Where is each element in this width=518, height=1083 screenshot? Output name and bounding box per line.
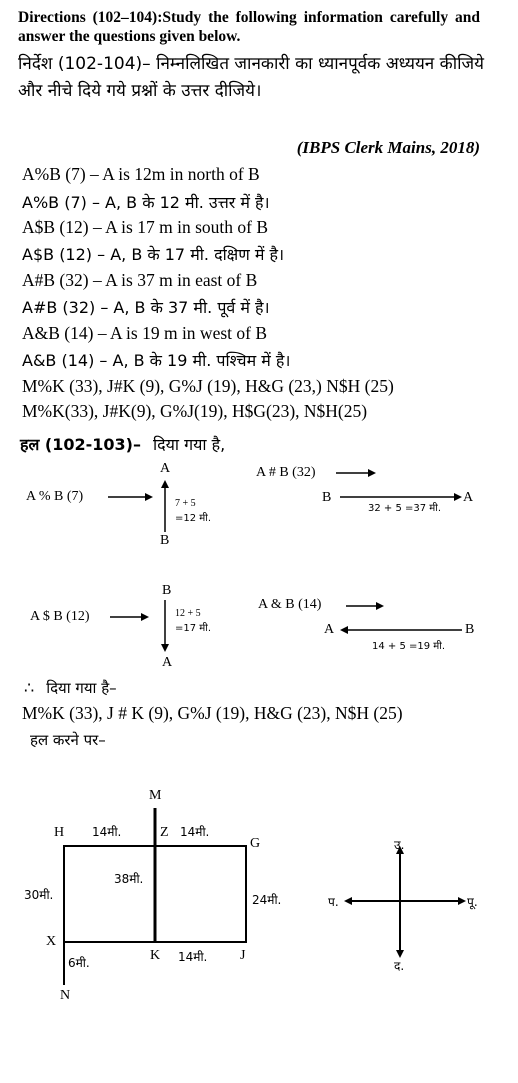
- rule-line: A%B (7) – A is 12m in north of B: [22, 164, 260, 184]
- rule-line: A#B (32) – A, B के 37 मी. पूर्व में है।: [22, 298, 270, 317]
- d2-left-point: B: [322, 490, 332, 505]
- diagram-label-south: A $ B (12): [30, 609, 90, 624]
- d4-right-point: B: [465, 622, 475, 637]
- d2-right-point: A: [463, 490, 474, 505]
- source-citation: (IBPS Clerk Mains, 2018): [296, 138, 480, 157]
- distance-xn: 6मी.: [68, 956, 90, 970]
- d3-top-point: B: [162, 583, 172, 598]
- solving-line: हल करने पर–: [30, 731, 106, 749]
- d3-calc: 12 + 5: [175, 608, 201, 619]
- directions-english: Directions (102–104):Study the following information carefully and answer the questions given below.: [18, 9, 480, 45]
- rule-line: A$B (12) – A is 17 m in south of B: [22, 217, 268, 237]
- rule-line: M%K(33), J#K(9), G%J(19), H$G(23), N$H(25): [22, 401, 368, 421]
- distance-zg: 14मी.: [180, 825, 210, 839]
- point-z: Z: [160, 825, 169, 840]
- point-g: G: [250, 836, 261, 851]
- point-x: X: [46, 934, 57, 949]
- point-j: J: [240, 948, 246, 963]
- point-k: K: [150, 948, 161, 963]
- directions-hindi: निर्देश (102-104)– निम्नलिखित जानकारी का ध्यानपूर्वक अध्ययन कीजिये और नीचे दिये गये प्रश्नों के उत्तर दीजिये।: [18, 54, 484, 101]
- solution-heading: हल (102-103)– दिया गया है,: [20, 435, 226, 454]
- distance-kz: 38मी.: [114, 872, 144, 886]
- compass-east: पू.: [467, 895, 478, 909]
- d3-calc-result: =17 मी.: [175, 623, 212, 634]
- d3-bottom-point: A: [162, 655, 173, 670]
- point-m: M: [149, 788, 162, 803]
- rule-line: A#B (32) – A is 37 m in east of B: [22, 270, 258, 290]
- d4-calc: 14 + 5 =19 मी.: [372, 641, 446, 652]
- compass-north: उ.: [394, 838, 405, 852]
- expression-line: M%K (33), J # K (9), G%J (19), H&G (23), N$H (25): [22, 703, 403, 723]
- d1-bottom-point: B: [160, 533, 170, 548]
- d4-left-point: A: [324, 622, 335, 637]
- compass-south: द.: [394, 959, 405, 973]
- compass-icon: [340, 840, 480, 960]
- distance-hz: 14मी.: [92, 825, 122, 839]
- therefore-line: ∴ दिया गया है–: [24, 679, 117, 697]
- d2-calc: 32 + 5 =37 मी.: [368, 503, 442, 514]
- point-h: H: [54, 825, 65, 840]
- compass-west: प.: [328, 895, 339, 909]
- d1-calc-result: =12 मी.: [175, 513, 212, 524]
- d1-calc: 7 + 5: [175, 498, 196, 509]
- d1-top-point: A: [160, 461, 171, 476]
- rule-line: A%B (7) – A, B के 12 मी. उत्तर में है।: [22, 193, 270, 212]
- rule-line: A&B (14) – A, B के 19 मी. पश्चिम में है।: [22, 351, 291, 370]
- distance-hx: 30मी.: [24, 888, 54, 902]
- rule-line: M%K (33), J#K (9), G%J (19), H&G (23,) N$H (25): [22, 376, 394, 396]
- rule-line: A&B (14) – A is 19 m in west of B: [22, 323, 268, 343]
- distance-gj: 24मी.: [252, 893, 282, 907]
- rule-line: A$B (12) – A, B के 17 मी. दक्षिण में है।: [22, 245, 285, 264]
- point-n: N: [60, 988, 71, 1003]
- diagram-label-north: A % B (7): [26, 489, 84, 504]
- diagram-label-west: A & B (14): [258, 597, 322, 612]
- distance-kj: 14मी.: [178, 950, 208, 964]
- diagram-label-east: A # B (32): [256, 465, 316, 480]
